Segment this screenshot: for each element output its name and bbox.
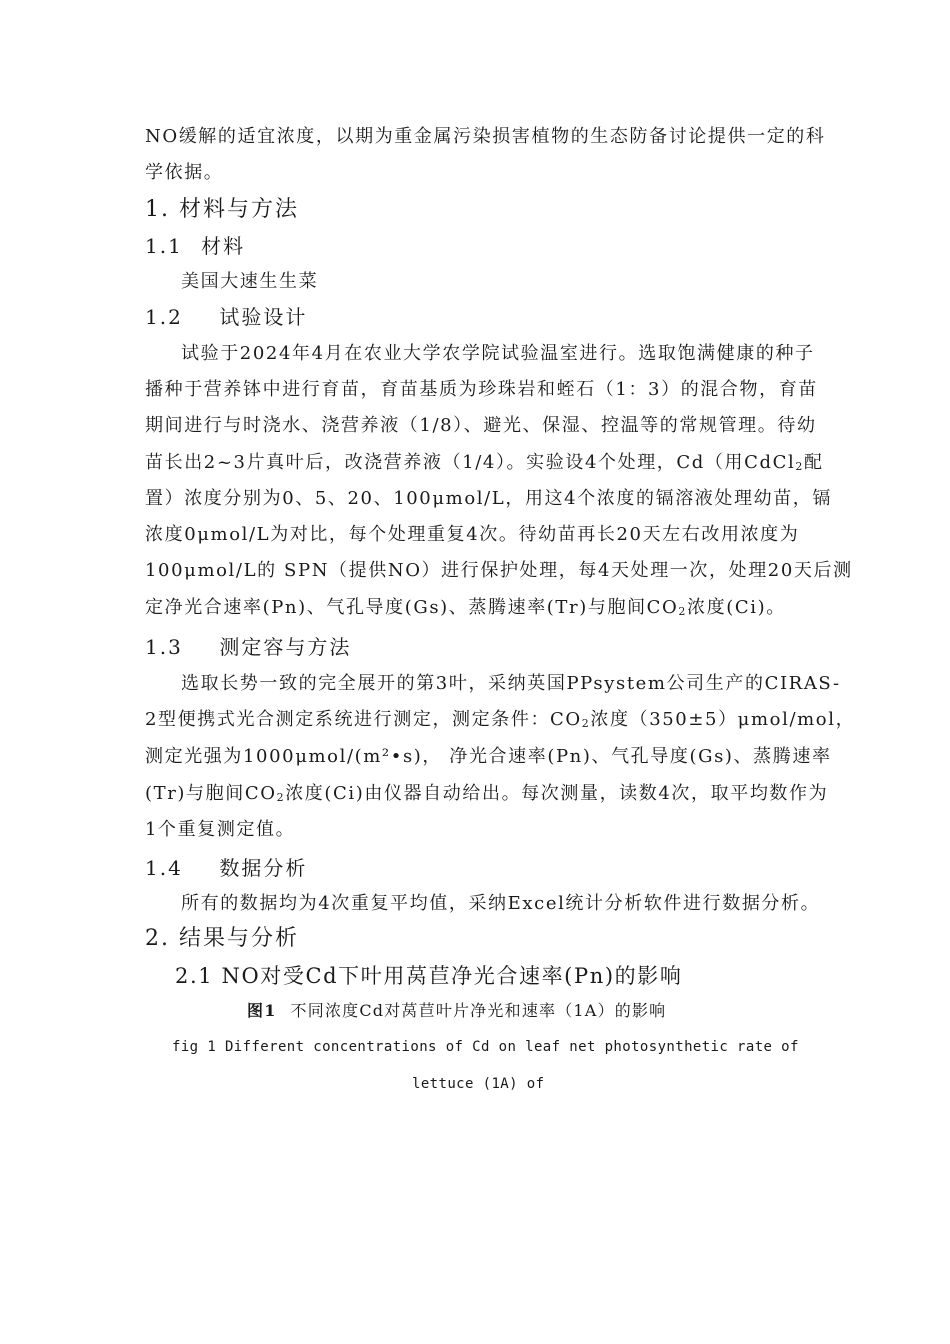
section-title: 数据分析	[219, 856, 308, 880]
subscript: 2	[678, 605, 688, 618]
text-run: 2型便携式光合测定系统进行测定，测定条件：CO	[145, 709, 582, 730]
analysis-line-1: 所有的数据均为4次重复平均值，采纳Excel统计分析软件进行数据分析。	[181, 893, 821, 914]
section-1-4-heading	[145, 855, 307, 881]
figure-label: 图1	[247, 1001, 277, 1020]
section-number: 1.2	[145, 305, 183, 329]
method-line-2	[145, 708, 855, 736]
section-2-1-heading: 2.1 NO对受Cd下叶用莴苣净光合速率(Pn)的影响	[175, 964, 683, 988]
section-title: 试验设计	[219, 305, 308, 329]
text-run: 定净光合速率(Pn)、气孔导度(Gs)、蒸腾速率(Tr)与胞间CO	[145, 597, 679, 618]
section-title: 测定容与方法	[219, 635, 352, 659]
design-line-4	[145, 451, 824, 479]
text-run: 浓度（350±5）μmol/mol，	[590, 709, 856, 730]
method-line-1: 选取长势一致的完全展开的第3叶，采纳英国PPsystem公司生产的CIRAS-	[181, 673, 841, 694]
text-run: 苗长出2~3片真叶后，改浇营养液（1/4）。实验设4个处理，Cd（用CdCl	[145, 452, 796, 473]
design-line-5: 置）浓度分别为0、5、20、100μmol/L，用这4个浓度的镉溶液处理幼苗，镉	[145, 488, 832, 509]
figure-caption-en-line-2: lettuce (1A) of	[412, 1076, 545, 1092]
design-line-7: 100μmol/L的 SPN（提供NO）进行保护处理，每4天处理一次，处理20天后测	[145, 560, 853, 581]
materials-text: 美国大速生生菜	[181, 271, 319, 292]
section-number: 1.4	[145, 856, 183, 880]
section-1-3-heading	[145, 634, 351, 660]
section-1-2-heading	[145, 304, 307, 330]
text-run: 浓度(Ci)由仪器自动给出。每次测量，读数4次，取平均数作为	[285, 783, 829, 804]
design-line-3: 期间进行与时浇水、浇营养液（1/8）、避光、保湿、控温等的常规管理。待幼	[145, 415, 817, 436]
figure-caption-en-line-1: fig 1 Different concentrations of Cd on leaf net photosynthetic rate of	[172, 1039, 799, 1055]
section-number: 1.1	[145, 234, 183, 258]
subscript: 2	[795, 460, 804, 473]
text-run: (Tr)与胞间CO	[145, 783, 277, 804]
section-2-heading: 2. 结果与分析	[145, 926, 299, 951]
subscript: 2	[581, 717, 591, 730]
subscript: 2	[276, 791, 286, 804]
method-line-4	[145, 782, 828, 810]
intro-line-2: 学依据。	[145, 162, 224, 183]
design-line-6: 浓度0μmol/L为对比，每个处理重复4次。待幼苗再长20天左右改用浓度为	[145, 524, 800, 545]
text-run: 浓度(Ci)。	[687, 597, 786, 618]
design-line-8	[145, 596, 786, 624]
section-title: 材料	[201, 234, 246, 258]
method-line-5: 1个重复测定值。	[145, 819, 296, 840]
figure-caption	[247, 1000, 666, 1022]
text-run: 配	[803, 452, 824, 473]
section-1-heading: 1. 材料与方法	[145, 197, 299, 222]
section-number: 1.3	[145, 635, 183, 659]
design-line-1: 试验于2024年4月在农业大学农学院试验温室进行。选取饱满健康的种子	[181, 343, 815, 364]
intro-line-1: NO缓解的适宜浓度，以期为重金属污染损害植物的生态防备讨论提供一定的科	[145, 126, 826, 147]
section-1-1-heading	[145, 233, 245, 259]
method-line-3: 测定光强为1000μmol/(m²•s)， 净光合速率(Pn)、气孔导度(Gs)、蒸腾速率	[145, 746, 832, 767]
figure-caption-text: 不同浓度Cd对莴苣叶片净光和速率（1A）的影响	[290, 1001, 667, 1020]
design-line-2: 播种于营养钵中进行育苗，育苗基质为珍珠岩和蛭石（1：3）的混合物，育苗	[145, 379, 818, 400]
